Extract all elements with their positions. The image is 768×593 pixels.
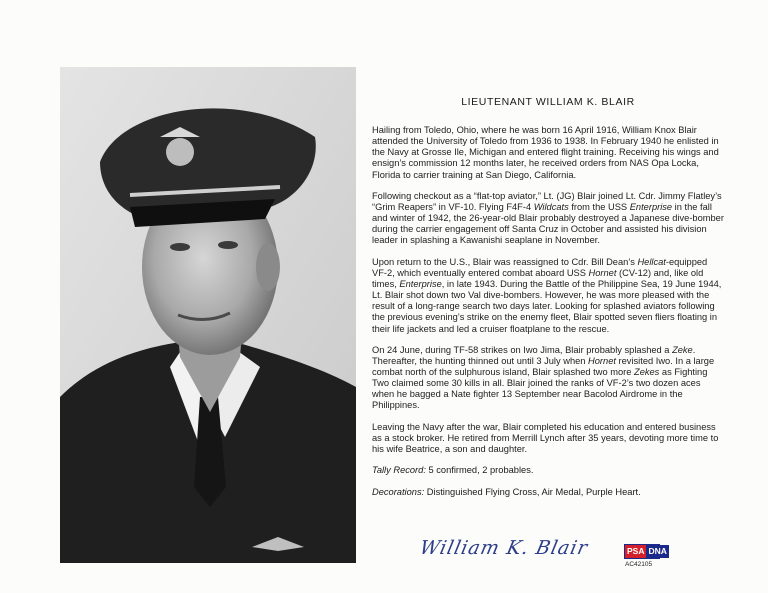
italic-text: Enterprise <box>399 278 442 289</box>
psa-logo-right: DNA <box>648 546 667 556</box>
italic-text: Zekes <box>634 366 660 377</box>
italic-text: Hornet <box>588 355 616 366</box>
decorations <box>372 487 724 497</box>
text-segment: in the fall and winter of 1942, the 26-year-old Blair probably destroyed a Japanese dive-bomber during the carrier engagement off Santa Cruz in October and assisted his division leader in splashing a Kawanishi seaplane in November. <box>372 201 724 246</box>
psa-dna-logo <box>624 544 667 559</box>
biography-text <box>372 96 724 509</box>
paragraph <box>372 422 724 455</box>
tally-label: Tally Record: <box>372 465 426 476</box>
decorations-label: Decorations: <box>372 487 425 498</box>
text-segment: On 24 June, during TF-58 strikes on Iwo Jima, Blair probably splashed a <box>372 344 673 355</box>
text-segment: Following checkout as a “flat-top aviator,” Lt. (JG) Blair joined Lt. Cdr. Jimmy Flatley’s “Grim Reapers” in VF-10. Flying F4F-4 <box>372 190 722 212</box>
psa-logo-left: PSA <box>627 546 645 556</box>
text-segment: Hailing from Toledo, Ohio, where he was born 16 April 1916, William Knox Blair attended the University of Toledo from 1936 to 1938. In February 1940 he enlisted in the Navy at Grosse Ile, Michigan and entered flight training. Receiving his wings and ensign’s commission 12 months later, he received orders from NAS Opa Locka, Florida to carrier training at San Diego, California. <box>372 125 719 180</box>
italic-text: Hornet <box>588 267 617 278</box>
text-segment: -equipped VF-2, which eventually entered combat aboard USS <box>372 256 708 278</box>
portrait-photo <box>60 67 356 563</box>
text-segment: (CV-12) and, like old times, <box>372 267 704 289</box>
document-title: LIEUTENANT WILLIAM K. BLAIR <box>461 96 635 108</box>
italic-text: Zeke <box>672 344 693 355</box>
text-segment: as Fighting Two claimed some 30 kills in all. Blair joined the ranks of VF-2’s two dozen aces when he bagged a Nate fighter 13 September near Bacolod Airdrome in the Philippines. <box>372 366 708 411</box>
paragraphs <box>372 125 724 455</box>
tally-record <box>372 465 724 475</box>
tally-value: 5 confirmed, 2 probables. <box>428 465 534 476</box>
paragraph <box>372 125 724 181</box>
paragraph <box>372 257 724 335</box>
text-segment: . Thereafter, the hunting thinned out until 3 July when <box>372 344 696 366</box>
italic-text: Wildcats <box>533 201 569 212</box>
certificate-number: AC42105 <box>625 561 653 568</box>
text-segment: from the USS <box>568 201 630 212</box>
text-segment: , in late 1943. During the Battle of the Philippine Sea, 19 June 1944, Lt. Blair shot down two Val dive-bombers. However, he was more pleased with the result of a long-range search two days later. Looking for splashed aviators following the previous evening’s strike on the enemy fleet, Blair spotted seven fliers floating in their life jackets and led a cruiser floatplane to the rescue. <box>372 278 722 334</box>
decorations-value: Distinguished Flying Cross, Air Medal, Purple Heart. <box>426 487 641 498</box>
italic-text: Enterprise <box>629 201 673 212</box>
portrait-image <box>60 67 356 563</box>
italic-text: Hellcat <box>637 256 666 267</box>
text-segment: Upon return to the U.S., Blair was reassigned to Cdr. Bill Dean’s <box>372 256 638 267</box>
text-segment: Leaving the Navy after the war, Blair completed his education and entered business as a stock broker. He retired from Merrill Lynch after 35 years, devoting more time to his wife Beatrice, a son and daughter. <box>372 421 719 454</box>
autograph-signature: William K. Blair <box>417 537 591 559</box>
paragraph <box>372 191 724 247</box>
paragraph <box>372 345 724 412</box>
text-segment: revisited Iwo. In a large combat north of the sulphurous island, Blair splashed two more <box>372 355 715 377</box>
